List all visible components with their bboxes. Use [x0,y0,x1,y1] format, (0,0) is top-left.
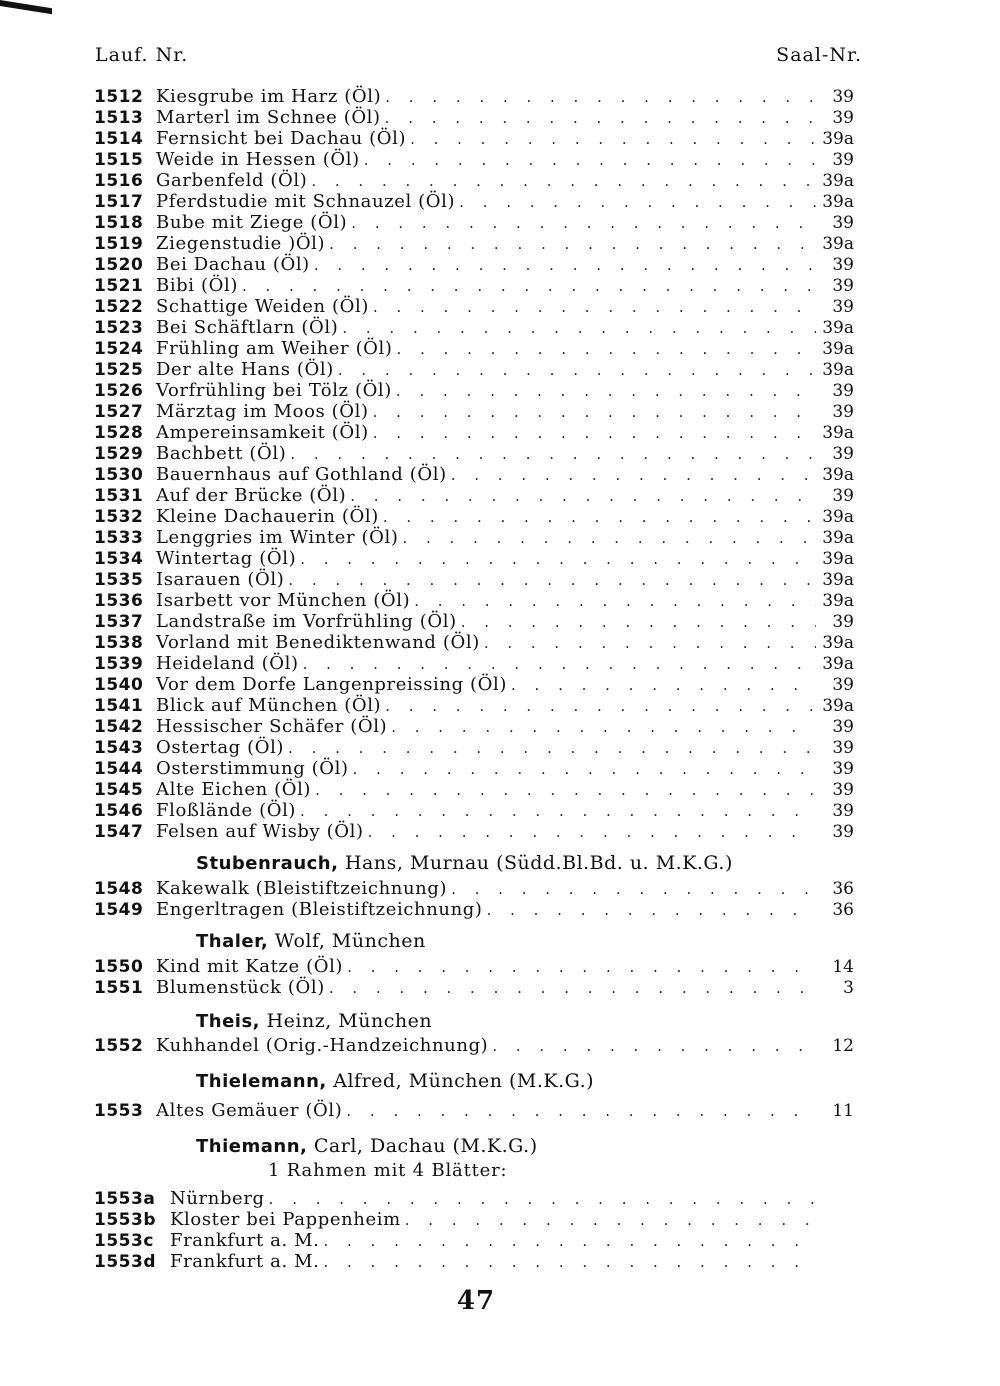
entry-title: Kakewalk (Bleistiftzeichnung) [156,878,448,899]
entry-title: Bei Dachau (Öl) [156,254,310,275]
entry-title: Frankfurt a. M. [170,1230,320,1251]
entry-number: 1551 [94,978,144,998]
dot-leader [290,444,816,465]
entry-title: Heideland (Öl) [156,653,299,674]
entry-number: 1522 [94,297,144,317]
entry-room: 39 [832,297,854,317]
entry-number: 1520 [94,255,144,275]
entry-title: Landstraße im Vorfrühling (Öl) [156,611,457,632]
dot-leader [484,633,816,654]
dot-leader [288,570,816,591]
entry-room: 39a [822,591,854,611]
catalog-entry [94,737,854,758]
entry-room: 39a [822,633,854,653]
entry-room: 39 [832,381,854,401]
catalog-entry [94,464,854,485]
catalog-entry [94,275,854,296]
entry-number: 1533 [94,528,144,548]
catalog-entry [94,899,854,920]
catalog-entry [94,86,854,107]
dot-leader [459,192,816,213]
entry-number: 1519 [94,234,144,254]
entry-number: 1546 [94,801,144,821]
entry-number: 1534 [94,549,144,569]
dot-leader [300,549,816,570]
entry-room: 14 [832,957,854,977]
entry-room: 36 [832,879,854,899]
entry-title: Ampereinsamkeit (Öl) [156,422,369,443]
catalog-entry [94,485,854,506]
catalog-entry [94,233,854,254]
entry-title: Wintertag (Öl) [156,548,297,569]
entry-number: 1514 [94,129,144,149]
entry-room: 39 [832,759,854,779]
dot-leader [461,612,816,633]
dot-leader [451,879,816,900]
entry-room: 39 [832,717,854,737]
entry-number: 1513 [94,108,144,128]
artist-name: Thiemann, [196,1136,308,1157]
catalog-entry [94,401,854,422]
catalog-entry [94,716,854,737]
dot-leader [511,675,816,696]
entry-room: 39a [822,129,854,149]
dot-leader [451,465,816,486]
entry-title: Floßlände (Öl) [156,800,297,821]
catalog-entry [94,443,854,464]
entry-title: Hessischer Schäfer (Öl) [156,716,388,737]
entry-title: Bauernhaus auf Gothland (Öl) [156,464,447,485]
entry-room: 39 [832,486,854,506]
dot-leader [353,759,816,780]
dot-leader [288,738,816,759]
entry-room: 39 [832,780,854,800]
entry-room: 39a [822,654,854,674]
entry-room: 39 [832,255,854,275]
catalog-entry [94,821,854,842]
entry-room: 39 [832,402,854,422]
entry-room: 39a [822,234,854,254]
dot-leader [391,717,816,738]
dot-leader [347,957,816,978]
dot-leader [314,255,816,276]
entry-room: 39a [822,423,854,443]
catalog-entry [94,800,854,821]
catalog-entry [94,317,854,338]
catalog-entry [94,779,854,800]
dot-leader [385,696,816,717]
entry-number: 1549 [94,900,144,920]
catalog-entry [94,548,854,569]
entry-title: Vorland mit Benediktenwand (Öl) [156,632,480,653]
catalog-entry [94,695,854,716]
artist-heading [196,930,426,953]
catalog-entry [94,1251,854,1272]
entry-number: 1547 [94,822,144,842]
entry-number: 1543 [94,738,144,758]
catalog-entry [94,296,854,317]
entry-room: 39a [822,171,854,191]
dot-leader [396,381,816,402]
entry-title: Frankfurt a. M. [170,1251,320,1272]
entry-title: Auf der Brücke (Öl) [156,485,347,506]
entry-number: 1552 [94,1036,144,1056]
dot-leader [364,150,816,171]
entry-title: Schattige Weiden (Öl) [156,296,369,317]
dot-leader [373,402,816,423]
entry-number: 1512 [94,87,144,107]
artist-heading [196,1010,432,1033]
catalog-entry [94,107,854,128]
catalog-entry [94,149,854,170]
entry-title: Pferdstudie mit Schnauzel (Öl) [156,191,456,212]
entry-number: 1518 [94,213,144,233]
entry-title: Kloster bei Pappenheim [170,1209,401,1230]
catalog-entry [94,977,854,998]
entry-room: 39 [832,738,854,758]
entry-number: 1553a [94,1189,156,1209]
dot-leader [405,1210,816,1231]
entry-number: 1523 [94,318,144,338]
entry-title: Vorfrühling bei Tölz (Öl) [156,380,392,401]
catalog-entry [94,212,854,233]
entry-title: Kiesgrube im Harz (Öl) [156,86,382,107]
catalog-entry [94,1035,854,1056]
entry-room: 39 [832,822,854,842]
dot-leader [373,423,816,444]
scan-edge-mark [0,0,52,14]
entry-number: 1516 [94,171,144,191]
dot-leader [410,129,816,150]
entry-number: 1531 [94,486,144,506]
entry-title: Altes Gemäuer (Öl) [156,1100,343,1121]
entry-number: 1539 [94,654,144,674]
dot-leader [329,234,816,255]
entry-number: 1545 [94,780,144,800]
artist-name: Theis, [196,1011,261,1032]
dot-leader [323,1231,816,1252]
entry-number: 1553c [94,1231,154,1251]
entry-room: 39a [822,696,854,716]
dot-leader [402,528,816,549]
entry-number: 1517 [94,192,144,212]
dot-leader [385,87,816,108]
entry-title: Bachbett (Öl) [156,443,287,464]
entry-title: Lenggries im Winter (Öl) [156,527,399,548]
catalog-entry [94,338,854,359]
dot-leader [373,297,816,318]
dot-leader [397,339,816,360]
entry-room: 39a [822,549,854,569]
catalog-entry [94,653,854,674]
entry-title: Alte Eichen (Öl) [156,779,312,800]
entry-number: 1553 [94,1101,144,1121]
entry-number: 1521 [94,276,144,296]
entry-room: 39a [822,465,854,485]
dot-leader [385,108,816,129]
entry-title: Frühling am Weiher (Öl) [156,338,393,359]
entry-title: Garbenfeld (Öl) [156,170,308,191]
entry-title: Der alte Hans (Öl) [156,359,334,380]
entry-number: 1541 [94,696,144,716]
entry-room: 39a [822,339,854,359]
entry-number: 1530 [94,465,144,485]
artist-name: Thielemann, [196,1071,327,1092]
artist-heading [196,1135,538,1158]
entry-title: Engerltragen (Bleistiftzeichnung) [156,899,483,920]
entry-room: 39a [822,360,854,380]
catalog-entry [94,1230,854,1251]
entry-room: 39 [832,675,854,695]
entry-title: Bei Schäftlarn (Öl) [156,317,339,338]
entry-number: 1544 [94,759,144,779]
dot-leader [350,486,816,507]
entry-number: 1535 [94,570,144,590]
entry-room: 11 [832,1101,854,1121]
entry-title: Isarbett vor München (Öl) [156,590,411,611]
catalog-entry [94,1209,854,1230]
entry-number: 1537 [94,612,144,632]
entry-room: 39a [822,528,854,548]
entry-title: Kleine Dachauerin (Öl) [156,506,379,527]
entry-number: 1553b [94,1210,156,1230]
dot-leader [242,276,816,297]
entry-number: 1528 [94,423,144,443]
artist-details: Carl, Dachau (M.K.G.) [307,1135,538,1157]
entry-title: Bube mit Ziege (Öl) [156,212,348,233]
dot-leader [315,780,816,801]
frame-note: 1 Rahmen mit 4 Blätter: [268,1160,508,1181]
entry-number: 1526 [94,381,144,401]
catalog-entry [94,170,854,191]
entry-number: 1540 [94,675,144,695]
dot-leader [303,654,816,675]
entry-title: Kind mit Katze (Öl) [156,956,344,977]
dot-leader [329,978,816,999]
entry-title: Ziegenstudie )Öl) [156,233,326,254]
entry-title: Fernsicht bei Dachau (Öl) [156,128,407,149]
dot-leader [492,1036,816,1057]
dot-leader [342,318,816,339]
entry-room: 39 [832,276,854,296]
catalog-entry [94,674,854,695]
catalog-entry [94,422,854,443]
entry-title: Vor dem Dorfe Langenpreissing (Öl) [156,674,507,695]
catalog-entry [94,878,854,899]
entry-title: Kuhhandel (Orig.-Handzeichnung) [156,1035,489,1056]
entry-number: 1524 [94,339,144,359]
dot-leader [487,900,816,921]
entry-room: 39 [832,444,854,464]
artist-details: Wolf, München [268,930,426,952]
entry-room: 39 [832,612,854,632]
dot-leader [323,1252,816,1273]
catalog-entry [94,254,854,275]
entry-title: Blumenstück (Öl) [156,977,325,998]
entry-number: 1536 [94,591,144,611]
catalog-entry [94,611,854,632]
artist-details: Heinz, München [260,1010,433,1032]
catalog-entry [94,956,854,977]
entry-room: 39 [832,801,854,821]
catalog-entry [94,590,854,611]
dot-leader [346,1101,816,1122]
entry-title: Ostertag (Öl) [156,737,285,758]
page-number: 47 [456,1286,496,1316]
entry-title: Felsen auf Wisby (Öl) [156,821,364,842]
entry-title: Bibi (Öl) [156,275,238,296]
column-header-saal-nr: Saal-Nr. [776,44,862,66]
entry-room: 39a [822,507,854,527]
entry-room: 36 [832,900,854,920]
catalog-entry [94,128,854,149]
dot-leader [351,213,816,234]
dot-leader [269,1189,816,1210]
entry-title: Märztag im Moos (Öl) [156,401,369,422]
artist-heading [196,852,733,875]
entry-room: 3 [843,978,854,998]
catalog-entry [94,191,854,212]
entry-room: 39a [822,570,854,590]
catalog-entry [94,1188,854,1209]
entry-room: 39a [822,192,854,212]
artist-details: Hans, Murnau (Südd.Bl.Bd. u. M.K.G.) [338,852,733,874]
artist-details: Alfred, München (M.K.G.) [326,1070,595,1092]
entry-number: 1532 [94,507,144,527]
catalog-entry [94,527,854,548]
catalog-entry [94,569,854,590]
entry-room: 39a [822,318,854,338]
artist-heading [196,1070,594,1093]
dot-leader [368,822,816,843]
entry-title: Isarauen (Öl) [156,569,285,590]
entry-title: Marterl im Schnee (Öl) [156,107,381,128]
entry-number: 1550 [94,957,144,977]
entry-number: 1553d [94,1252,156,1272]
catalog-entry [94,506,854,527]
entry-number: 1548 [94,879,144,899]
entry-title: Blick auf München (Öl) [156,695,382,716]
artist-name: Stubenrauch, [196,853,339,874]
entry-number: 1527 [94,402,144,422]
dot-leader [414,591,816,612]
entry-number: 1515 [94,150,144,170]
column-header-lauf-nr: Lauf. Nr. [95,44,189,66]
entry-number: 1538 [94,633,144,653]
catalog-entry [94,1100,854,1121]
catalog-entry [94,380,854,401]
catalog-entry [94,758,854,779]
entry-room: 39 [832,213,854,233]
entry-title: Nürnberg [170,1188,265,1209]
entry-number: 1525 [94,360,144,380]
dot-leader [383,507,816,528]
dot-leader [300,801,816,822]
entry-title: Osterstimmung (Öl) [156,758,349,779]
entry-room: 39 [832,108,854,128]
dot-leader [311,171,816,192]
entry-title: Weide in Hessen (Öl) [156,149,360,170]
catalog-entry [94,632,854,653]
entry-number: 1542 [94,717,144,737]
dot-leader [338,360,816,381]
entry-room: 39 [832,150,854,170]
catalog-entry [94,359,854,380]
entry-room: 39 [832,87,854,107]
entry-number: 1529 [94,444,144,464]
entry-room: 12 [832,1036,854,1056]
artist-name: Thaler, [196,931,269,952]
